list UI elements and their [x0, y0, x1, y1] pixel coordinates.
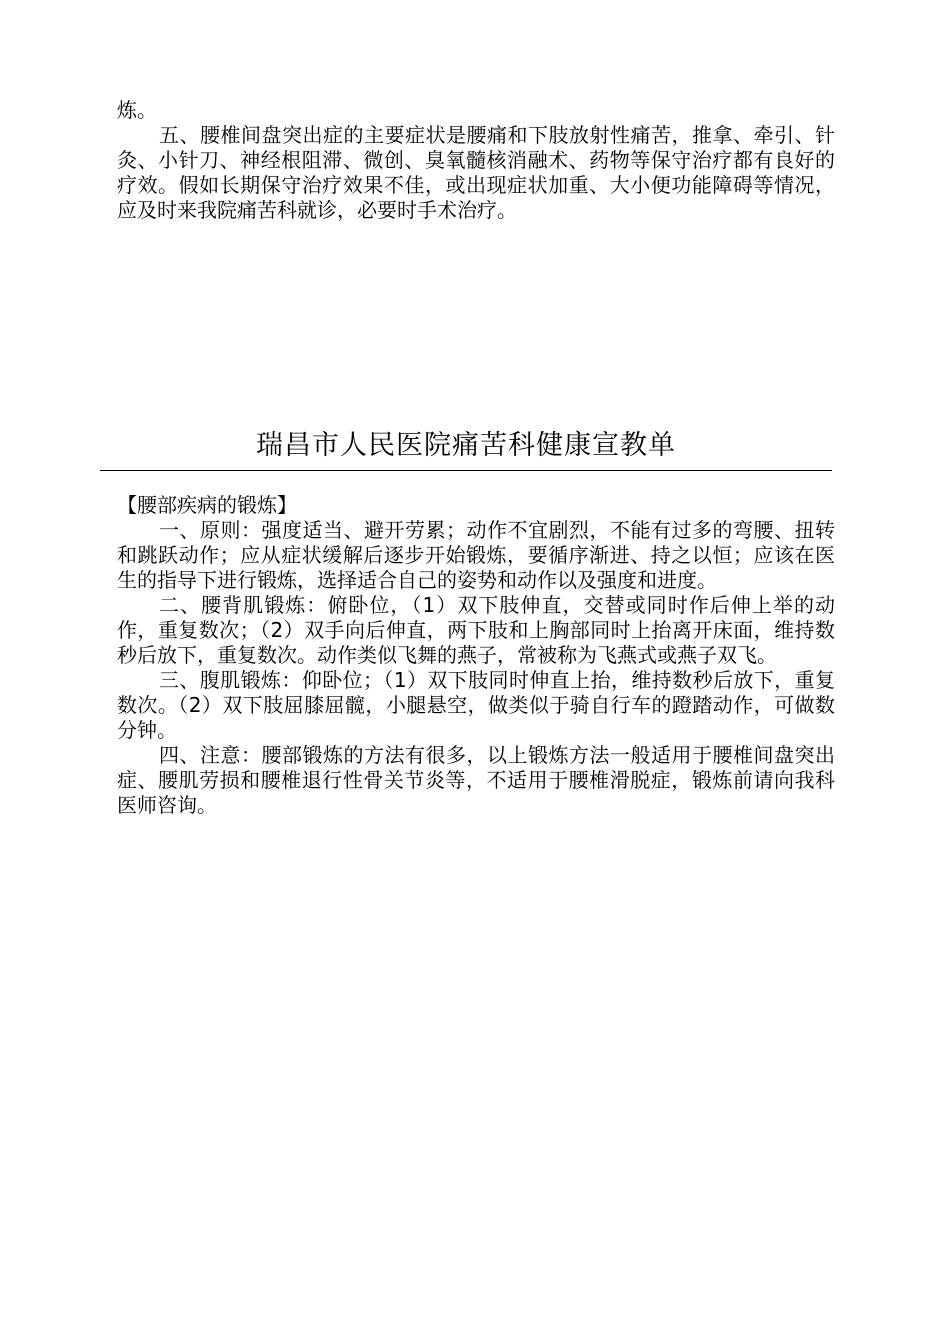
title-divider [100, 470, 832, 471]
item-principles: 一、原则：强度适当、避开劳累；动作不宜剧烈，不能有过多的弯腰、扭转和跳跃动作；应从症状缓解后逐步开始锻炼，要循序渐进、持之以恒；应该在医生的指导下进行锻炼，选择适合自己的姿势和动作以及强度和进度。 [117, 518, 835, 592]
item-precautions: 四、注意：腰部锻炼的方法有很多，以上锻炼方法一般适用于腰椎间盘突出症、腰肌劳损和腰椎退行性骨关节炎等，不适用于腰椎滑脱症，锻炼前请向我科医师咨询。 [117, 743, 835, 817]
continuation-text: 炼。 [117, 98, 157, 122]
section-heading: 【腰部疾病的锻炼】 [117, 493, 297, 517]
item-back-muscle-exercise: 二、腰背肌锻炼：俯卧位，（1）双下肢伸直，交替或同时作后伸上举的动作，重复数次；（2）双手向后伸直，两下肢和上胸部同时上抬离开床面，维持数秒后放下，重复数次。动作类似飞舞的燕子，常被称为飞燕式或燕子双飞。 [117, 593, 835, 667]
previous-section [117, 98, 835, 223]
paragraph-5: 五、腰椎间盘突出症的主要症状是腰痛和下肢放射性痛苦，推拿、牵引、针灸、小针刀、神经根阻滞、微创、臭氧髓核消融术、药物等保守治疗都有良好的疗效。假如长期保守治疗效果不佳，或出现症状加重、大小便功能障碍等情况，应及时来我院痛苦科就诊，必要时手术治疗。 [117, 123, 835, 222]
education-sheet-body [117, 493, 835, 818]
page-title: 瑞昌市人民医院痛苦科健康宣教单 [256, 430, 676, 461]
item-abdominal-exercise: 三、腹肌锻炼：仰卧位；（1）双下肢同时伸直上抬，维持数秒后放下，重复数次。（2）双下肢屈膝屈髋，小腿悬空，做类似于骑自行车的蹬踏动作，可做数分钟。 [117, 668, 835, 742]
